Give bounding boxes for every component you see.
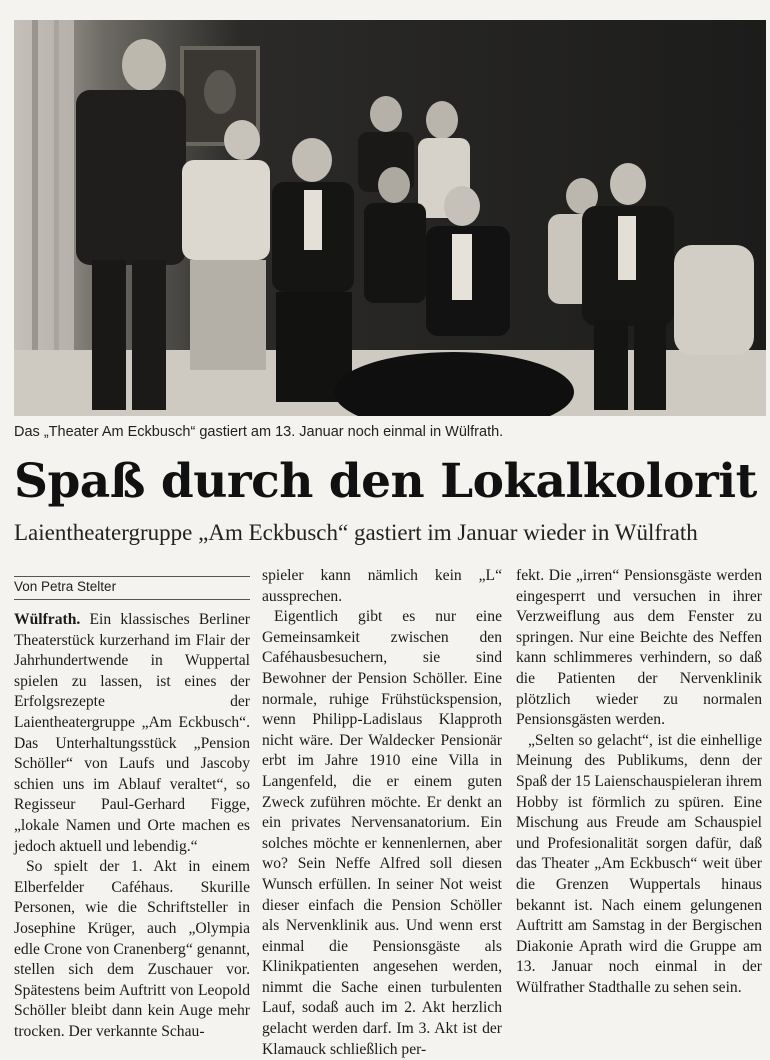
article-paragraph: Eigentlich gibt es nur eine Gemeinsamkeit zwischen den Caféhausbesuchern, sie sind Bewohner der Pension Schöller. Eine normale, ruhige Frühstückspension, wenn Philipp-Ladislaus Klapproth nicht wäre. Der Waldecker Pensionär erbt im Jahre 1910 eine Villa in Langenfeld, die er einem guten Zweck zuführen möchte. Er denkt an ein privates Nervensanatorium. Ein solches möchte er kennenlernen, aber wo? Sein Neffe Alfred soll diesen Wunsch erfüllen. In seiner Not weist dieser einfach die Pension Schöller als Nervenklinik aus. Und wenn erst einmal die Pensionsgäste als Klinikpatienten angesehen werden, nimmt die Sache einen turbulenten Lauf, sodaß auch im 2. Akt herzlich gelacht werden darf. Im 3. Akt ist der Klamauck schließlich per-	[262, 608, 502, 1058]
article-column-1	[14, 610, 250, 1042]
article-column-2	[262, 566, 502, 1060]
article-text: Ein klassisches Berliner Theaterstück kurzerhand im Flair der Jahrhundertwende in Wuppertal spielen zu lassen, ist eines der Erfolgsrezepte der Laientheatergruppe „Am Eckbusch“. Das Unterhaltungsstück „Pension Schöller“ von Laufs und Jascoby schien uns im Ablauf veraltet“, so Regisseur Paul-Gerhard Figge, „lokale Namen und Orte machen es jedoch aktuell und lebendig.“	[14, 611, 250, 855]
byline-rule-top	[14, 576, 250, 577]
theater-photo	[14, 20, 766, 416]
byline-rule-bottom	[14, 599, 250, 600]
dateline: Wülfrath.	[14, 611, 81, 628]
byline: Von Petra Stelter	[14, 579, 117, 594]
article-paragraph: So spielt der 1. Akt in einem Elberfelder Caféhaus. Skurille Personen, wie die Schriftsteller in Josephine Krüger, auch „Olympia edle Crone von Cranenberg“ genannt, stellen sich dem Zuschauer vor. Spätestens beim Auftritt von Leopold Schöller bleibt dann kein Auge mehr trocken. Der verkannte Schau-	[14, 858, 250, 1040]
article-paragraph: fekt. Die „irren“ Pensionsgäste werden eingesperrt und versuchen in ihrer Verzweiflung aus dem Fenster zu springen. Nur eine Beichte des Neffen kann schlimmeres verhindern, so daß die Patienten der Nervenklinik plötzlich wieder zu normalen Pensionsgästen werden.	[516, 567, 762, 729]
article-paragraph: spieler kann nämlich kein „L“ aussprechen.	[262, 567, 502, 605]
headline: Spaß durch den Lokalkolorit	[14, 454, 757, 509]
article-column-3	[516, 566, 762, 998]
article-paragraph	[14, 610, 250, 857]
article-paragraph: „Selten so gelacht“, ist die einhellige Meinung des Publikums, denn der Spaß der 15 Laienschauspieleran ihrem Hobby ist förmlich zu spüren. Eine Mischung aus Freude am Schauspiel und Profesionalität sorgen dafür, daß das Theater „Am Eckbusch“ weit über die Grenzen Wuppertals hinaus bekannt ist. Nach einem gelungenen Auftritt am Samstag in der Bergischen Diakonie Aprath wird die Gruppe am 13. Januar noch einmal in der Wülfrather Stadthalle zu sehen sein.	[516, 731, 762, 996]
subheadline: Laientheatergruppe „Am Eckbusch“ gastiert im Januar wieder in Wülfrath	[14, 520, 698, 545]
photo-caption: Das „Theater Am Eckbusch“ gastiert am 13. Januar noch einmal in Wülfrath.	[14, 424, 504, 440]
theater-ensemble-photo-icon	[14, 20, 766, 416]
